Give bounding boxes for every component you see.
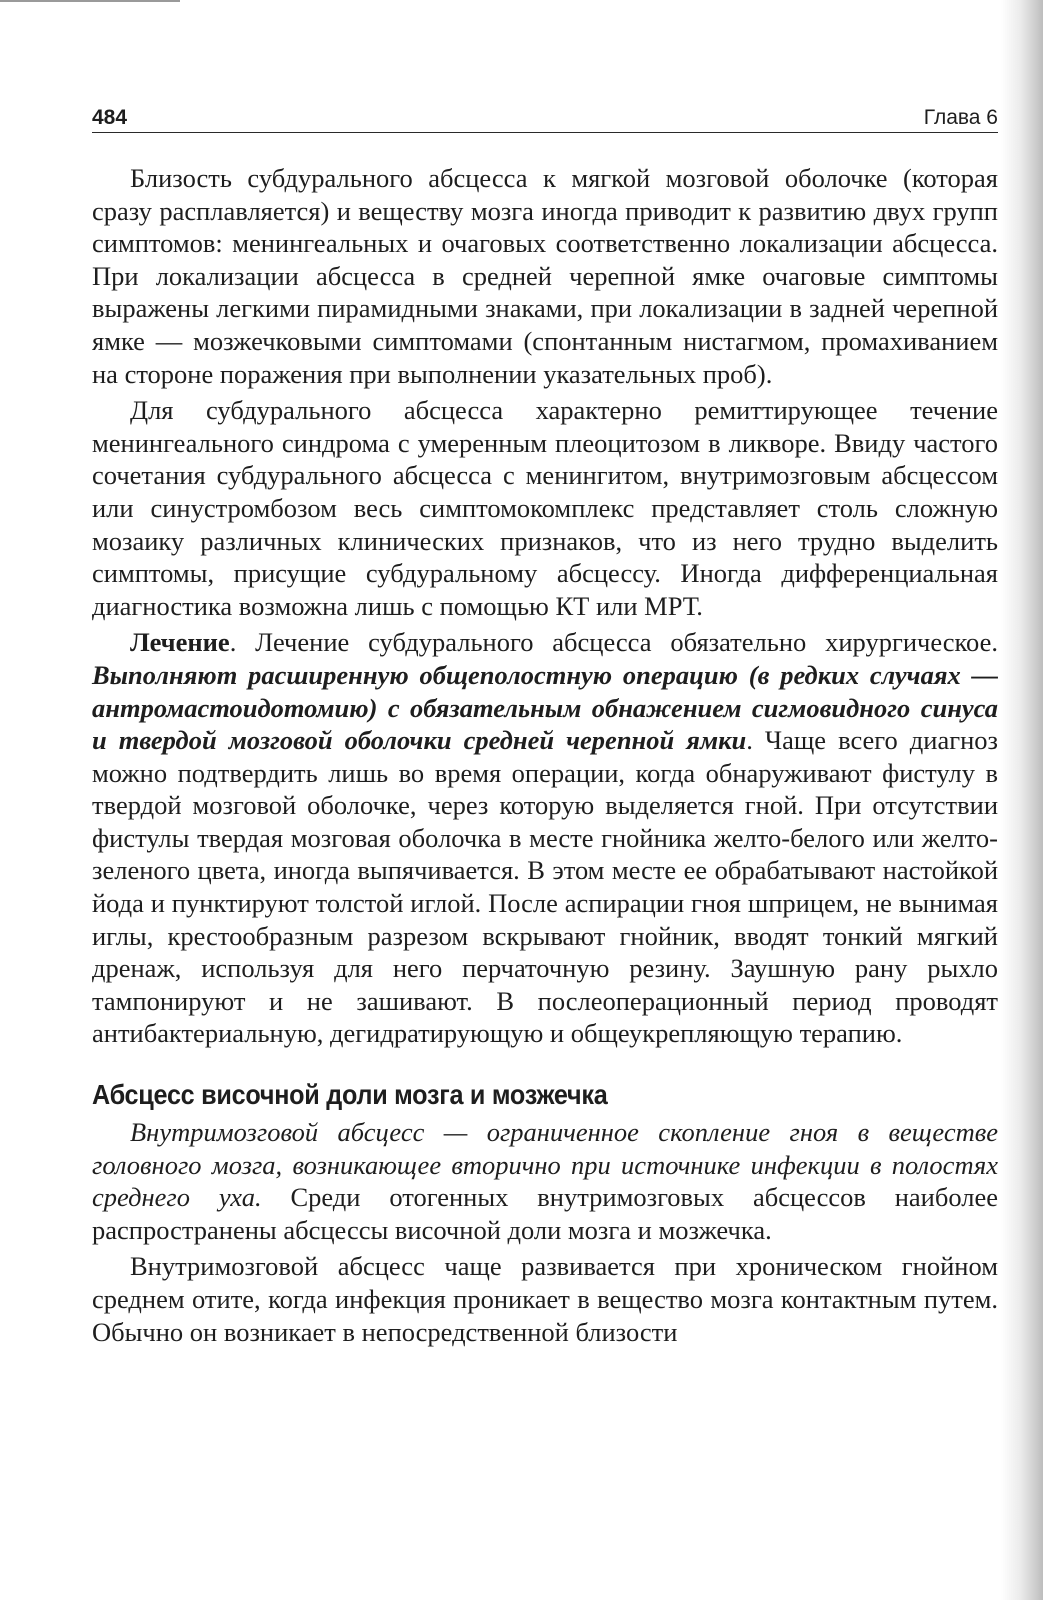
- paragraph-subdural-symptoms: Близость субдурального абсцесса к мягкой мозговой оболочке (которая сразу расплавляется) и веществу мозга иногда приводит к развитию двух групп симптомов: менингеальных и очаговых соответственно локализации абсцесса. При локализации абсцесса в средней черепной ямке очаговые симптомы выражены легкими пирамидными знаками, при локализации в задней черепной ямке — мозжечковыми симптомами (спонтанным нистагмом, промахиванием на стороне поражения при выполнении указательных проб).: [92, 163, 998, 389]
- definition-emphasis: Внутримозговой абсцесс — ограниченное скопление гноя в веществе головного мозга, возникающее вторично при источнике инфекции в полостях среднего уха.: [92, 1117, 998, 1213]
- treatment-lead-text: . Лечение субдурального абсцесса обязательно хирургическое.: [229, 627, 998, 658]
- paragraph-treatment: [92, 626, 998, 1050]
- paragraph-etiology: Внутримозговой абсцесс чаще развивается при хроническом гнойном среднем отите, когда инфекция проникает в вещество мозга контактным путем. Обычно он возникает в непосредственной близости: [92, 1251, 998, 1347]
- body-text: [92, 162, 998, 1348]
- section-heading: Абсцесс височной доли мозга и мозжечка: [92, 1079, 608, 1111]
- paragraph-subdural-course: Для субдурального абсцесса характерно ремиттирующее течение менингеального синдрома с умеренным плеоцитозом в ликворе. Ввиду частого сочетания субдурального абсцесса с менингитом, внутримозговым абсцессом или синустромбозом весь симптомокомплекс представляет столь сложную мозаику различных клинических признаков, что из него трудно выделить симптомы, присущие субдуральному абсцессу. Иногда дифференциальная диагностика возможна лишь с помощью КТ или МРТ.: [92, 395, 998, 621]
- chapter-label: Глава 6: [923, 106, 998, 129]
- paragraph-definition: [92, 1116, 998, 1246]
- treatment-term: Лечение: [130, 627, 230, 658]
- spine-shadow: [1001, 0, 1043, 1600]
- definition-rest-text: Среди отогенных внутримозговых абсцессов наиболее распространены абсцессы височной доли мозга и мозжечка.: [92, 1182, 998, 1245]
- treatment-emphasis: Выполняют расширенную общеполостную операцию (в редких случаях — антромастоидотомию) с обязательным обнажением сигмовидного синуса и твердой мозговой оболочки средней черепной ямки: [92, 659, 998, 756]
- treatment-rest-text: . Чаще всего диагноз можно подтвердить лишь во время операции, когда обнаруживают фистулу в твердой мозговой оболочке, через которую выделяется гной. При отсутствии фистулы твердая мозговая оболочка в месте гнойника желто-белого или желто-зеленого цвета, иногда выпячивается. В этом месте ее обрабатывают настойкой йода и пунктируют толстой иглой. После аспирации гноя шприцем, не вынимая иглы, крестообразным разрезом вскрывают гнойник, вводят тонкий мягкий дренаж, используя для него перчаточную резину. Заушную рану рыхло тампонируют и не зашивают. В послеоперационный период проводят антибактериальную, дегидратирующую и общеукрепляющую терапию.: [92, 725, 998, 1049]
- running-head: [92, 104, 998, 133]
- scan-edge-rule: [0, 0, 180, 2]
- page-number: 484: [92, 106, 128, 129]
